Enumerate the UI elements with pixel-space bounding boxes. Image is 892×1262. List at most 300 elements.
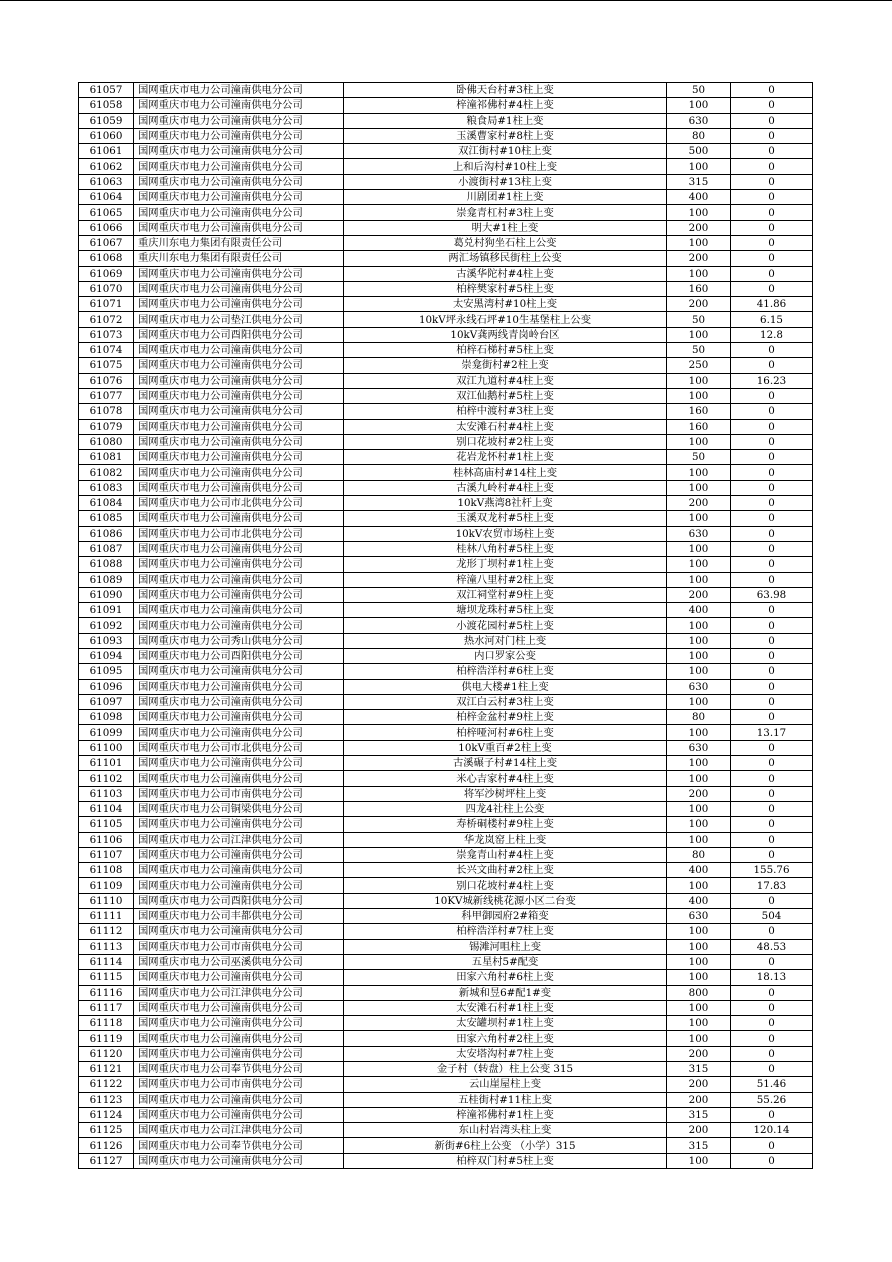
company-cell: 国网重庆市电力公司潼南供电分公司 bbox=[134, 541, 344, 556]
transformer-name-cell: 五星村5#配变 bbox=[344, 954, 667, 969]
load-cell: 0 bbox=[731, 847, 813, 862]
company-cell: 国网重庆市电力公司潼南供电分公司 bbox=[134, 465, 344, 480]
capacity-cell: 200 bbox=[667, 220, 731, 235]
transformer-name-cell: 柏梓浩洋村#6柱上变 bbox=[344, 664, 667, 679]
company-cell: 国网重庆市电力公司奉节供电分公司 bbox=[134, 1138, 344, 1153]
load-cell: 0 bbox=[731, 388, 813, 403]
capacity-cell: 100 bbox=[667, 465, 731, 480]
company-cell: 国网重庆市电力公司潼南供电分公司 bbox=[134, 358, 344, 373]
load-cell: 504 bbox=[731, 909, 813, 924]
table-row bbox=[79, 985, 813, 1000]
row-id-cell: 61090 bbox=[79, 587, 134, 602]
transformer-name-cell: 10kV坪永线石坪#10生基堡柱上公变 bbox=[344, 312, 667, 327]
company-cell: 国网重庆市电力公司酉阳供电分公司 bbox=[134, 893, 344, 908]
load-cell: 0 bbox=[731, 281, 813, 296]
company-cell: 国网重庆市电力公司铜梁供电分公司 bbox=[134, 801, 344, 816]
company-cell: 国网重庆市电力公司潼南供电分公司 bbox=[134, 373, 344, 388]
load-cell: 0 bbox=[731, 144, 813, 159]
load-cell: 0 bbox=[731, 465, 813, 480]
table-row bbox=[79, 771, 813, 786]
row-id-cell: 61066 bbox=[79, 220, 134, 235]
table-row bbox=[79, 801, 813, 816]
row-id-cell: 61081 bbox=[79, 450, 134, 465]
capacity-cell: 100 bbox=[667, 434, 731, 449]
capacity-cell: 630 bbox=[667, 909, 731, 924]
table-row bbox=[79, 434, 813, 449]
row-id-cell: 61089 bbox=[79, 572, 134, 587]
row-id-cell: 61120 bbox=[79, 1046, 134, 1061]
company-cell: 国网重庆市电力公司潼南供电分公司 bbox=[134, 878, 344, 893]
transformer-name-cell: 米心吉家村#4柱上变 bbox=[344, 771, 667, 786]
table-row bbox=[79, 373, 813, 388]
transformer-name-cell: 崇龛街村#2柱上变 bbox=[344, 358, 667, 373]
table-row bbox=[79, 679, 813, 694]
load-cell: 155.76 bbox=[731, 863, 813, 878]
capacity-cell: 100 bbox=[667, 817, 731, 832]
row-id-cell: 61094 bbox=[79, 648, 134, 663]
company-cell: 国网重庆市电力公司潼南供电分公司 bbox=[134, 419, 344, 434]
capacity-cell: 100 bbox=[667, 694, 731, 709]
row-id-cell: 61118 bbox=[79, 1016, 134, 1031]
table-row bbox=[79, 511, 813, 526]
company-cell: 国网重庆市电力公司潼南供电分公司 bbox=[134, 924, 344, 939]
company-cell: 国网重庆市电力公司潼南供电分公司 bbox=[134, 1153, 344, 1168]
capacity-cell: 315 bbox=[667, 1138, 731, 1153]
transformer-name-cell: 葛兑村狗坐石柱上公变 bbox=[344, 235, 667, 250]
capacity-cell: 400 bbox=[667, 603, 731, 618]
row-id-cell: 61076 bbox=[79, 373, 134, 388]
company-cell: 国网重庆市电力公司潼南供电分公司 bbox=[134, 694, 344, 709]
row-id-cell: 61119 bbox=[79, 1031, 134, 1046]
row-id-cell: 61101 bbox=[79, 756, 134, 771]
table-row bbox=[79, 970, 813, 985]
row-id-cell: 61124 bbox=[79, 1107, 134, 1122]
transformer-name-cell: 柏梓双门村#5柱上变 bbox=[344, 1153, 667, 1168]
row-id-cell: 61093 bbox=[79, 633, 134, 648]
capacity-cell: 100 bbox=[667, 205, 731, 220]
table-row bbox=[79, 725, 813, 740]
row-id-cell: 61083 bbox=[79, 480, 134, 495]
table-row bbox=[79, 694, 813, 709]
row-id-cell: 61103 bbox=[79, 786, 134, 801]
load-cell: 0 bbox=[731, 603, 813, 618]
row-id-cell: 61086 bbox=[79, 526, 134, 541]
capacity-cell: 200 bbox=[667, 786, 731, 801]
load-cell: 0 bbox=[731, 786, 813, 801]
transformer-name-cell: 玉溪双龙村#5柱上变 bbox=[344, 511, 667, 526]
table-row bbox=[79, 358, 813, 373]
table-row bbox=[79, 648, 813, 663]
capacity-cell: 100 bbox=[667, 725, 731, 740]
transformer-name-cell: 粮食局#1柱上变 bbox=[344, 113, 667, 128]
capacity-cell: 800 bbox=[667, 985, 731, 1000]
table-row bbox=[79, 144, 813, 159]
row-id-cell: 61122 bbox=[79, 1077, 134, 1092]
row-id-cell: 61064 bbox=[79, 190, 134, 205]
row-id-cell: 61100 bbox=[79, 740, 134, 755]
table-row bbox=[79, 128, 813, 143]
load-cell: 0 bbox=[731, 419, 813, 434]
load-cell: 0 bbox=[731, 526, 813, 541]
capacity-cell: 400 bbox=[667, 190, 731, 205]
table-row bbox=[79, 480, 813, 495]
load-cell: 0 bbox=[731, 801, 813, 816]
company-cell: 国网重庆市电力公司潼南供电分公司 bbox=[134, 557, 344, 572]
transformer-name-cell: 金子村（转盘）柱上公变 315 bbox=[344, 1062, 667, 1077]
capacity-cell: 100 bbox=[667, 327, 731, 342]
row-id-cell: 61117 bbox=[79, 1000, 134, 1015]
load-cell: 0 bbox=[731, 694, 813, 709]
company-cell: 国网重庆市电力公司江津供电分公司 bbox=[134, 1123, 344, 1138]
load-cell: 55.26 bbox=[731, 1092, 813, 1107]
table-row bbox=[79, 113, 813, 128]
capacity-cell: 100 bbox=[667, 159, 731, 174]
transformer-name-cell: 双江祠堂村#9柱上变 bbox=[344, 587, 667, 602]
table-row bbox=[79, 664, 813, 679]
transformer-name-cell: 古溪华陀村#4柱上变 bbox=[344, 266, 667, 281]
capacity-cell: 200 bbox=[667, 496, 731, 511]
transformer-name-cell: 玉溪曹家村#8柱上变 bbox=[344, 128, 667, 143]
load-cell: 0 bbox=[731, 618, 813, 633]
transformer-name-cell: 柏梓石梯村#5柱上变 bbox=[344, 343, 667, 358]
load-cell: 12.8 bbox=[731, 327, 813, 342]
load-cell: 0 bbox=[731, 205, 813, 220]
load-cell: 0 bbox=[731, 450, 813, 465]
row-id-cell: 61057 bbox=[79, 83, 134, 98]
capacity-cell: 50 bbox=[667, 312, 731, 327]
table-row bbox=[79, 710, 813, 725]
table-row bbox=[79, 1077, 813, 1092]
transformer-name-cell: 梓潼祁佛村#1柱上变 bbox=[344, 1107, 667, 1122]
transformer-name-cell: 华龙岚窑上柱上变 bbox=[344, 832, 667, 847]
capacity-cell: 160 bbox=[667, 419, 731, 434]
load-cell: 0 bbox=[731, 496, 813, 511]
table-row bbox=[79, 327, 813, 342]
table-row bbox=[79, 1123, 813, 1138]
row-id-cell: 61085 bbox=[79, 511, 134, 526]
load-cell: 0 bbox=[731, 1031, 813, 1046]
load-cell: 0 bbox=[731, 220, 813, 235]
capacity-cell: 80 bbox=[667, 710, 731, 725]
capacity-cell: 200 bbox=[667, 1123, 731, 1138]
row-id-cell: 61109 bbox=[79, 878, 134, 893]
capacity-cell: 50 bbox=[667, 343, 731, 358]
row-id-cell: 61061 bbox=[79, 144, 134, 159]
row-id-cell: 61073 bbox=[79, 327, 134, 342]
transformer-name-cell: 科甲御园府2#箱变 bbox=[344, 909, 667, 924]
capacity-cell: 630 bbox=[667, 113, 731, 128]
transformer-name-cell: 古溪碾子村#14柱上变 bbox=[344, 756, 667, 771]
row-id-cell: 61106 bbox=[79, 832, 134, 847]
load-cell: 48.53 bbox=[731, 939, 813, 954]
row-id-cell: 61115 bbox=[79, 970, 134, 985]
table-row bbox=[79, 603, 813, 618]
transformer-name-cell: 柏梓樊家村#5柱上变 bbox=[344, 281, 667, 296]
transformer-name-cell: 卧佛天台村#3柱上变 bbox=[344, 83, 667, 98]
company-cell: 国网重庆市电力公司潼南供电分公司 bbox=[134, 98, 344, 113]
table-row bbox=[79, 312, 813, 327]
table-row bbox=[79, 939, 813, 954]
transformer-name-cell: 双江白云村#3柱上变 bbox=[344, 694, 667, 709]
company-cell: 国网重庆市电力公司潼南供电分公司 bbox=[134, 434, 344, 449]
capacity-cell: 500 bbox=[667, 144, 731, 159]
transformer-name-cell: 柏梓金盆村#9柱上变 bbox=[344, 710, 667, 725]
transformer-name-cell: 上和后沟村#10柱上变 bbox=[344, 159, 667, 174]
transformer-name-cell: 塘坝龙珠村#5柱上变 bbox=[344, 603, 667, 618]
company-cell: 国网重庆市电力公司潼南供电分公司 bbox=[134, 664, 344, 679]
table-row bbox=[79, 817, 813, 832]
capacity-cell: 200 bbox=[667, 251, 731, 266]
company-cell: 国网重庆市电力公司潼南供电分公司 bbox=[134, 450, 344, 465]
company-cell: 国网重庆市电力公司潼南供电分公司 bbox=[134, 587, 344, 602]
load-cell: 13.17 bbox=[731, 725, 813, 740]
transformer-name-cell: 太安罐坝村#1柱上变 bbox=[344, 1016, 667, 1031]
load-cell: 0 bbox=[731, 664, 813, 679]
row-id-cell: 61095 bbox=[79, 664, 134, 679]
table-row bbox=[79, 893, 813, 908]
company-cell: 国网重庆市电力公司潼南供电分公司 bbox=[134, 128, 344, 143]
company-cell: 国网重庆市电力公司潼南供电分公司 bbox=[134, 343, 344, 358]
company-cell: 国网重庆市电力公司市北供电分公司 bbox=[134, 496, 344, 511]
capacity-cell: 100 bbox=[667, 541, 731, 556]
row-id-cell: 61084 bbox=[79, 496, 134, 511]
load-cell: 0 bbox=[731, 113, 813, 128]
transformer-name-cell: 新城和昱6#配1#变 bbox=[344, 985, 667, 1000]
row-id-cell: 61071 bbox=[79, 297, 134, 312]
row-id-cell: 61121 bbox=[79, 1062, 134, 1077]
load-cell: 0 bbox=[731, 679, 813, 694]
row-id-cell: 61127 bbox=[79, 1153, 134, 1168]
company-cell: 国网重庆市电力公司江津供电分公司 bbox=[134, 832, 344, 847]
table-row bbox=[79, 343, 813, 358]
table-row bbox=[79, 1046, 813, 1061]
company-cell: 国网重庆市电力公司丰都供电分公司 bbox=[134, 909, 344, 924]
table-row bbox=[79, 174, 813, 189]
row-id-cell: 61125 bbox=[79, 1123, 134, 1138]
transformer-name-cell: 柏梓浩洋村#7柱上变 bbox=[344, 924, 667, 939]
load-cell: 0 bbox=[731, 924, 813, 939]
table-row bbox=[79, 1062, 813, 1077]
company-cell: 国网重庆市电力公司潼南供电分公司 bbox=[134, 281, 344, 296]
transformer-name-cell: 10KV城新线桃花源小区二台变 bbox=[344, 893, 667, 908]
table-row bbox=[79, 496, 813, 511]
transformer-name-cell: 热水河对门柱上变 bbox=[344, 633, 667, 648]
transformer-name-cell: 龙形丁坝村#1柱上变 bbox=[344, 557, 667, 572]
row-id-cell: 61065 bbox=[79, 205, 134, 220]
company-cell: 国网重庆市电力公司潼南供电分公司 bbox=[134, 817, 344, 832]
transformer-name-cell: 太安黑湾村#10柱上变 bbox=[344, 297, 667, 312]
table-row bbox=[79, 419, 813, 434]
capacity-cell: 100 bbox=[667, 266, 731, 281]
company-cell: 国网重庆市电力公司潼南供电分公司 bbox=[134, 970, 344, 985]
capacity-cell: 100 bbox=[667, 771, 731, 786]
company-cell: 国网重庆市电力公司酉阳供电分公司 bbox=[134, 327, 344, 342]
transformer-name-cell: 小渡花园村#5柱上变 bbox=[344, 618, 667, 633]
row-id-cell: 61059 bbox=[79, 113, 134, 128]
capacity-cell: 100 bbox=[667, 801, 731, 816]
load-cell: 0 bbox=[731, 174, 813, 189]
row-id-cell: 61070 bbox=[79, 281, 134, 296]
capacity-cell: 100 bbox=[667, 832, 731, 847]
load-cell: 6.15 bbox=[731, 312, 813, 327]
load-cell: 0 bbox=[731, 266, 813, 281]
company-cell: 国网重庆市电力公司潼南供电分公司 bbox=[134, 1107, 344, 1122]
load-cell: 41.86 bbox=[731, 297, 813, 312]
transformer-name-cell: 崇龛青杠村#3柱上变 bbox=[344, 205, 667, 220]
row-id-cell: 61069 bbox=[79, 266, 134, 281]
load-cell: 0 bbox=[731, 1046, 813, 1061]
company-cell: 国网重庆市电力公司市北供电分公司 bbox=[134, 526, 344, 541]
company-cell: 国网重庆市电力公司潼南供电分公司 bbox=[134, 725, 344, 740]
capacity-cell: 100 bbox=[667, 235, 731, 250]
row-id-cell: 61088 bbox=[79, 557, 134, 572]
transformer-name-cell: 古溪九岭村#4柱上变 bbox=[344, 480, 667, 495]
capacity-cell: 100 bbox=[667, 954, 731, 969]
load-cell: 0 bbox=[731, 511, 813, 526]
row-id-cell: 61116 bbox=[79, 985, 134, 1000]
table-row bbox=[79, 1031, 813, 1046]
capacity-cell: 315 bbox=[667, 174, 731, 189]
row-id-cell: 61105 bbox=[79, 817, 134, 832]
company-cell: 国网重庆市电力公司市南供电分公司 bbox=[134, 1077, 344, 1092]
capacity-cell: 100 bbox=[667, 648, 731, 663]
transformer-name-cell: 供电大楼#1柱上变 bbox=[344, 679, 667, 694]
capacity-cell: 100 bbox=[667, 557, 731, 572]
transformer-name-cell: 将军沙树坪柱上变 bbox=[344, 786, 667, 801]
company-cell: 国网重庆市电力公司潼南供电分公司 bbox=[134, 480, 344, 495]
row-id-cell: 61077 bbox=[79, 388, 134, 403]
row-id-cell: 61080 bbox=[79, 434, 134, 449]
load-cell: 0 bbox=[731, 541, 813, 556]
load-cell: 0 bbox=[731, 343, 813, 358]
row-id-cell: 61082 bbox=[79, 465, 134, 480]
row-id-cell: 61099 bbox=[79, 725, 134, 740]
load-cell: 0 bbox=[731, 954, 813, 969]
company-cell: 国网重庆市电力公司潼南供电分公司 bbox=[134, 266, 344, 281]
company-cell: 国网重庆市电力公司潼南供电分公司 bbox=[134, 511, 344, 526]
capacity-cell: 400 bbox=[667, 893, 731, 908]
row-id-cell: 61067 bbox=[79, 235, 134, 250]
company-cell: 国网重庆市电力公司潼南供电分公司 bbox=[134, 618, 344, 633]
company-cell: 国网重庆市电力公司潼南供电分公司 bbox=[134, 174, 344, 189]
capacity-cell: 200 bbox=[667, 297, 731, 312]
company-cell: 国网重庆市电力公司垫江供电分公司 bbox=[134, 312, 344, 327]
table-row bbox=[79, 1016, 813, 1031]
capacity-cell: 100 bbox=[667, 373, 731, 388]
transformer-name-cell: 田家六角村#6柱上变 bbox=[344, 970, 667, 985]
load-cell: 0 bbox=[731, 740, 813, 755]
row-id-cell: 61087 bbox=[79, 541, 134, 556]
load-cell: 0 bbox=[731, 83, 813, 98]
capacity-cell: 100 bbox=[667, 924, 731, 939]
load-cell: 0 bbox=[731, 480, 813, 495]
transformer-name-cell: 五桂街村#11柱上变 bbox=[344, 1092, 667, 1107]
capacity-cell: 100 bbox=[667, 618, 731, 633]
row-id-cell: 61072 bbox=[79, 312, 134, 327]
table-row bbox=[79, 450, 813, 465]
company-cell: 国网重庆市电力公司秀山供电分公司 bbox=[134, 633, 344, 648]
table-row bbox=[79, 786, 813, 801]
load-cell: 0 bbox=[731, 128, 813, 143]
row-id-cell: 61058 bbox=[79, 98, 134, 113]
transformer-name-cell: 内口罗家公变 bbox=[344, 648, 667, 663]
transformer-name-cell: 双江街村#10柱上变 bbox=[344, 144, 667, 159]
transformer-name-cell: 小渡街村#13柱上变 bbox=[344, 174, 667, 189]
transformer-name-cell: 别口花坡村#2柱上变 bbox=[344, 434, 667, 449]
capacity-cell: 315 bbox=[667, 1107, 731, 1122]
transformer-name-cell: 长兴文曲村#2柱上变 bbox=[344, 863, 667, 878]
company-cell: 国网重庆市电力公司潼南供电分公司 bbox=[134, 863, 344, 878]
company-cell: 国网重庆市电力公司潼南供电分公司 bbox=[134, 572, 344, 587]
load-cell: 0 bbox=[731, 1153, 813, 1168]
capacity-cell: 100 bbox=[667, 98, 731, 113]
capacity-cell: 630 bbox=[667, 679, 731, 694]
load-cell: 51.46 bbox=[731, 1077, 813, 1092]
table-row bbox=[79, 404, 813, 419]
transformer-name-cell: 太安塔沟村#7柱上变 bbox=[344, 1046, 667, 1061]
transformer-name-cell: 10kV燕湾8社杆上变 bbox=[344, 496, 667, 511]
capacity-cell: 100 bbox=[667, 1153, 731, 1168]
transformer-name-cell: 10kV龚两线青岗岭台区 bbox=[344, 327, 667, 342]
company-cell: 国网重庆市电力公司潼南供电分公司 bbox=[134, 113, 344, 128]
table-row bbox=[79, 220, 813, 235]
table-row bbox=[79, 1107, 813, 1122]
transformer-name-cell: 崇龛青山村#4柱上变 bbox=[344, 847, 667, 862]
transformer-name-cell: 太安滩石村#4柱上变 bbox=[344, 419, 667, 434]
load-cell: 0 bbox=[731, 1000, 813, 1015]
load-cell: 0 bbox=[731, 832, 813, 847]
row-id-cell: 61078 bbox=[79, 404, 134, 419]
page-top-border bbox=[0, 0, 892, 1]
load-cell: 0 bbox=[731, 235, 813, 250]
table-row bbox=[79, 1153, 813, 1168]
table-row bbox=[79, 297, 813, 312]
transformer-name-cell: 川剧团#1柱上变 bbox=[344, 190, 667, 205]
row-id-cell: 61104 bbox=[79, 801, 134, 816]
capacity-cell: 200 bbox=[667, 587, 731, 602]
load-cell: 17.83 bbox=[731, 878, 813, 893]
table-row bbox=[79, 1000, 813, 1015]
row-id-cell: 61075 bbox=[79, 358, 134, 373]
load-cell: 0 bbox=[731, 557, 813, 572]
table-row bbox=[79, 557, 813, 572]
company-cell: 国网重庆市电力公司潼南供电分公司 bbox=[134, 205, 344, 220]
transformer-name-cell: 10kV农贸市场柱上变 bbox=[344, 526, 667, 541]
transformer-name-cell: 两汇场镇移民街柱上公变 bbox=[344, 251, 667, 266]
row-id-cell: 61063 bbox=[79, 174, 134, 189]
table-row bbox=[79, 847, 813, 862]
table-body bbox=[79, 83, 813, 1169]
company-cell: 国网重庆市电力公司市北供电分公司 bbox=[134, 740, 344, 755]
row-id-cell: 61062 bbox=[79, 159, 134, 174]
capacity-cell: 400 bbox=[667, 863, 731, 878]
capacity-cell: 100 bbox=[667, 970, 731, 985]
load-cell: 18.13 bbox=[731, 970, 813, 985]
table-row bbox=[79, 98, 813, 113]
row-id-cell: 61113 bbox=[79, 939, 134, 954]
company-cell: 国网重庆市电力公司巫溪供电分公司 bbox=[134, 954, 344, 969]
row-id-cell: 61074 bbox=[79, 343, 134, 358]
company-cell: 国网重庆市电力公司市南供电分公司 bbox=[134, 786, 344, 801]
company-cell: 国网重庆市电力公司潼南供电分公司 bbox=[134, 710, 344, 725]
transformer-name-cell: 柏梓中渡村#3柱上变 bbox=[344, 404, 667, 419]
transformer-name-cell: 云山崖屋柱上变 bbox=[344, 1077, 667, 1092]
company-cell: 国网重庆市电力公司潼南供电分公司 bbox=[134, 297, 344, 312]
load-cell: 0 bbox=[731, 893, 813, 908]
capacity-cell: 100 bbox=[667, 664, 731, 679]
table-row bbox=[79, 465, 813, 480]
transformer-name-cell: 双江九道村#4柱上变 bbox=[344, 373, 667, 388]
